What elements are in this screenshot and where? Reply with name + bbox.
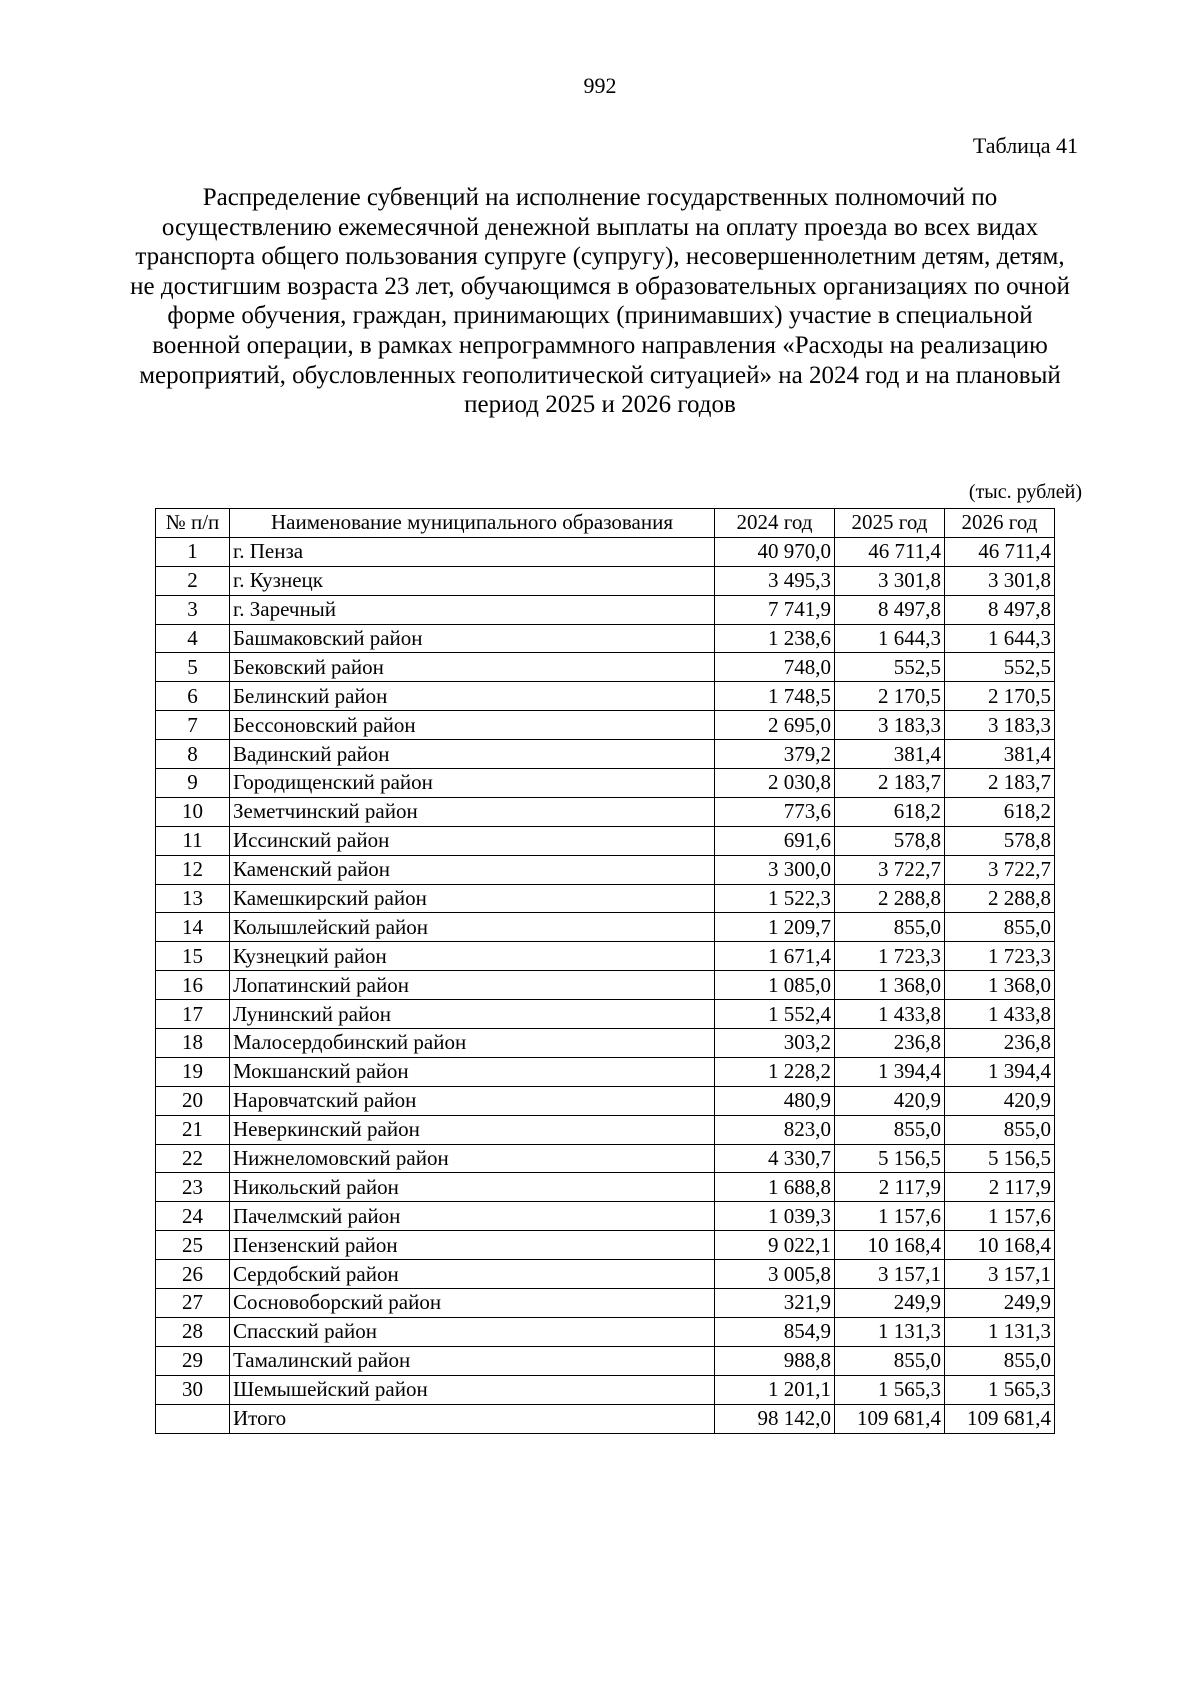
row-number: 28 (156, 1317, 230, 1346)
value-2025: 3 722,7 (835, 855, 945, 884)
table-row (156, 971, 1055, 1000)
municipality-name: Сосновоборский район (230, 1289, 715, 1318)
value-2024: 4 330,7 (715, 1144, 835, 1173)
value-2026: 2 288,8 (945, 884, 1055, 913)
table-row (156, 797, 1055, 826)
value-2026: 618,2 (945, 797, 1055, 826)
value-2024: 854,9 (715, 1317, 835, 1346)
municipality-name: Каменский район (230, 855, 715, 884)
row-number: 29 (156, 1346, 230, 1375)
value-2025: 46 711,4 (835, 537, 945, 566)
value-2025: 2 183,7 (835, 769, 945, 798)
header-municipality: Наименование муниципального образования (230, 509, 715, 538)
value-2026: 3 157,1 (945, 1260, 1055, 1289)
municipality-name: Пензенский район (230, 1231, 715, 1260)
municipality-name: Лунинский район (230, 1000, 715, 1029)
table-row (156, 624, 1055, 653)
table-row (156, 1144, 1055, 1173)
value-2025: 381,4 (835, 740, 945, 769)
value-2024: 379,2 (715, 740, 835, 769)
value-2026: 2 170,5 (945, 682, 1055, 711)
value-2026: 1 368,0 (945, 971, 1055, 1000)
value-2025: 2 288,8 (835, 884, 945, 913)
value-2025: 8 497,8 (835, 595, 945, 624)
value-2024: 823,0 (715, 1115, 835, 1144)
value-2024: 1 228,2 (715, 1057, 835, 1086)
value-2026: 8 497,8 (945, 595, 1055, 624)
value-2026: 2 117,9 (945, 1173, 1055, 1202)
municipality-name: Кузнецкий район (230, 942, 715, 971)
value-2025: 855,0 (835, 1346, 945, 1375)
municipality-name: Камешкирский район (230, 884, 715, 913)
municipality-name: Городищенский район (230, 769, 715, 798)
value-2025: 5 156,5 (835, 1144, 945, 1173)
value-2025: 1 565,3 (835, 1375, 945, 1404)
value-2026: 3 301,8 (945, 566, 1055, 595)
municipality-name: г. Заречный (230, 595, 715, 624)
value-2025: 2 170,5 (835, 682, 945, 711)
table-row (156, 942, 1055, 971)
value-2024: 691,6 (715, 826, 835, 855)
value-2025: 1 157,6 (835, 1202, 945, 1231)
row-number: 21 (156, 1115, 230, 1144)
row-number: 22 (156, 1144, 230, 1173)
table-row (156, 1260, 1055, 1289)
value-2024: 40 970,0 (715, 537, 835, 566)
value-2024: 7 741,9 (715, 595, 835, 624)
value-2024: 1 209,7 (715, 913, 835, 942)
page-number: 992 (583, 73, 617, 98)
municipality-name: Наровчатский район (230, 1086, 715, 1115)
value-2026: 109 681,4 (945, 1404, 1055, 1433)
value-2025: 1 394,4 (835, 1057, 945, 1086)
table-row (156, 1000, 1055, 1029)
value-2026: 855,0 (945, 913, 1055, 942)
value-2026: 236,8 (945, 1029, 1055, 1058)
row-number: 17 (156, 1000, 230, 1029)
value-2025: 618,2 (835, 797, 945, 826)
value-2026: 46 711,4 (945, 537, 1055, 566)
value-2024: 98 142,0 (715, 1404, 835, 1433)
table-row (156, 913, 1055, 942)
value-2024: 1 671,4 (715, 942, 835, 971)
table-row (156, 566, 1055, 595)
row-number: 8 (156, 740, 230, 769)
subvention-table (155, 508, 1055, 1434)
value-2024: 9 022,1 (715, 1231, 835, 1260)
value-2025: 578,8 (835, 826, 945, 855)
value-2026: 5 156,5 (945, 1144, 1055, 1173)
table-row (156, 1346, 1055, 1375)
value-2024: 1 688,8 (715, 1173, 835, 1202)
value-2025: 1 368,0 (835, 971, 945, 1000)
row-number: 9 (156, 769, 230, 798)
municipality-name: Земетчинский район (230, 797, 715, 826)
row-number: 30 (156, 1375, 230, 1404)
value-2026: 10 168,4 (945, 1231, 1055, 1260)
value-2026: 381,4 (945, 740, 1055, 769)
municipality-name: Нижнеломовский район (230, 1144, 715, 1173)
municipality-name: Иссинский район (230, 826, 715, 855)
table-row (156, 855, 1055, 884)
row-number: 15 (156, 942, 230, 971)
municipality-name: Бессоновский район (230, 711, 715, 740)
municipality-name: Колышлейский район (230, 913, 715, 942)
table-row (156, 1202, 1055, 1231)
municipality-name: Неверкинский район (230, 1115, 715, 1144)
value-2026: 249,9 (945, 1289, 1055, 1318)
units-label: (тыс. рублей) (968, 481, 1082, 503)
row-number: 14 (156, 913, 230, 942)
value-2026: 1 157,6 (945, 1202, 1055, 1231)
row-number (156, 1404, 230, 1433)
value-2026: 855,0 (945, 1346, 1055, 1375)
table-row (156, 1231, 1055, 1260)
value-2026: 1 565,3 (945, 1375, 1055, 1404)
value-2025: 109 681,4 (835, 1404, 945, 1433)
value-2025: 10 168,4 (835, 1231, 945, 1260)
municipality-name: Башмаковский район (230, 624, 715, 653)
header-2025: 2025 год (835, 509, 945, 538)
municipality-name: Итого (230, 1404, 715, 1433)
table-row (156, 740, 1055, 769)
value-2024: 1 039,3 (715, 1202, 835, 1231)
value-2026: 3 183,3 (945, 711, 1055, 740)
value-2026: 1 433,8 (945, 1000, 1055, 1029)
row-number: 25 (156, 1231, 230, 1260)
value-2026: 855,0 (945, 1115, 1055, 1144)
table-row (156, 1029, 1055, 1058)
table-row (156, 1115, 1055, 1144)
table-body (156, 537, 1055, 1433)
value-2025: 855,0 (835, 1115, 945, 1144)
table-row (156, 884, 1055, 913)
value-2024: 748,0 (715, 653, 835, 682)
value-2024: 3 300,0 (715, 855, 835, 884)
table-row (156, 595, 1055, 624)
row-number: 23 (156, 1173, 230, 1202)
value-2024: 2 030,8 (715, 769, 835, 798)
row-number: 7 (156, 711, 230, 740)
row-number: 4 (156, 624, 230, 653)
value-2025: 3 157,1 (835, 1260, 945, 1289)
value-2025: 1 644,3 (835, 624, 945, 653)
row-number: 6 (156, 682, 230, 711)
row-number: 11 (156, 826, 230, 855)
value-2026: 1 723,3 (945, 942, 1055, 971)
table-row (156, 653, 1055, 682)
value-2026: 1 131,3 (945, 1317, 1055, 1346)
value-2024: 988,8 (715, 1346, 835, 1375)
row-number: 2 (156, 566, 230, 595)
table-row (156, 1375, 1055, 1404)
value-2026: 420,9 (945, 1086, 1055, 1115)
value-2024: 2 695,0 (715, 711, 835, 740)
municipality-name: Мокшанский район (230, 1057, 715, 1086)
row-number: 1 (156, 537, 230, 566)
value-2026: 1 644,3 (945, 624, 1055, 653)
row-number: 16 (156, 971, 230, 1000)
municipality-name: Никольский район (230, 1173, 715, 1202)
header-2026: 2026 год (945, 509, 1055, 538)
value-2025: 552,5 (835, 653, 945, 682)
value-2026: 1 394,4 (945, 1057, 1055, 1086)
value-2024: 1 201,1 (715, 1375, 835, 1404)
row-number: 27 (156, 1289, 230, 1318)
table-row (156, 1086, 1055, 1115)
value-2026: 552,5 (945, 653, 1055, 682)
municipality-name: Шемышейский район (230, 1375, 715, 1404)
value-2026: 2 183,7 (945, 769, 1055, 798)
municipality-name: Тамалинский район (230, 1346, 715, 1375)
row-number: 18 (156, 1029, 230, 1058)
row-number: 13 (156, 884, 230, 913)
row-number: 20 (156, 1086, 230, 1115)
value-2025: 855,0 (835, 913, 945, 942)
value-2024: 3 005,8 (715, 1260, 835, 1289)
table-header-row (156, 509, 1055, 538)
municipality-name: г. Кузнецк (230, 566, 715, 595)
municipality-name: Лопатинский район (230, 971, 715, 1000)
value-2024: 1 552,4 (715, 1000, 835, 1029)
value-2024: 1 085,0 (715, 971, 835, 1000)
table-row (156, 1289, 1055, 1318)
value-2025: 1 433,8 (835, 1000, 945, 1029)
municipality-name: Белинский район (230, 682, 715, 711)
municipality-name: г. Пенза (230, 537, 715, 566)
table-row (156, 769, 1055, 798)
value-2024: 3 495,3 (715, 566, 835, 595)
row-number: 12 (156, 855, 230, 884)
value-2024: 1 238,6 (715, 624, 835, 653)
row-number: 26 (156, 1260, 230, 1289)
table-row (156, 711, 1055, 740)
value-2025: 2 117,9 (835, 1173, 945, 1202)
table-row (156, 826, 1055, 855)
value-2024: 773,6 (715, 797, 835, 826)
table-row (156, 1317, 1055, 1346)
row-number: 10 (156, 797, 230, 826)
municipality-name: Пачелмский район (230, 1202, 715, 1231)
value-2025: 236,8 (835, 1029, 945, 1058)
total-row (156, 1404, 1055, 1433)
row-number: 24 (156, 1202, 230, 1231)
value-2025: 3 301,8 (835, 566, 945, 595)
table-row (156, 682, 1055, 711)
municipality-name: Вадинский район (230, 740, 715, 769)
value-2025: 3 183,3 (835, 711, 945, 740)
municipality-name: Малосердобинский район (230, 1029, 715, 1058)
header-2024: 2024 год (715, 509, 835, 538)
header-number: № п/п (156, 509, 230, 538)
municipality-name: Сердобский район (230, 1260, 715, 1289)
municipality-name: Бековский район (230, 653, 715, 682)
table-row (156, 1173, 1055, 1202)
value-2025: 1 131,3 (835, 1317, 945, 1346)
value-2024: 1 522,3 (715, 884, 835, 913)
table-row (156, 1057, 1055, 1086)
value-2026: 578,8 (945, 826, 1055, 855)
value-2024: 303,2 (715, 1029, 835, 1058)
municipality-name: Спасский район (230, 1317, 715, 1346)
value-2024: 321,9 (715, 1289, 835, 1318)
value-2025: 1 723,3 (835, 942, 945, 971)
value-2026: 3 722,7 (945, 855, 1055, 884)
value-2024: 480,9 (715, 1086, 835, 1115)
row-number: 5 (156, 653, 230, 682)
value-2024: 1 748,5 (715, 682, 835, 711)
document-title: Распределение субвенций на исполнение государственных полномочий по осуществлению ежемесячной денежной выплаты на оплату проезда во всех видах транспорта общего пользования супруге (супругу), несовершеннолетним детям, детям, не достигшим возраста 23 лет, обучающимся в образовательных организациях по очной форме обучения, граждан, принимающих (принимавших) участие в специальной военной операции, в рамках непрограммного направления «Расходы на реализацию мероприятий, обусловленных геополитической ситуацией» на 2024 год и на плановый период 2025 и 2026 годов (130, 184, 1070, 419)
value-2025: 420,9 (835, 1086, 945, 1115)
row-number: 19 (156, 1057, 230, 1086)
value-2025: 249,9 (835, 1289, 945, 1318)
table-label: Таблица 41 (972, 133, 1078, 158)
row-number: 3 (156, 595, 230, 624)
table-row (156, 537, 1055, 566)
